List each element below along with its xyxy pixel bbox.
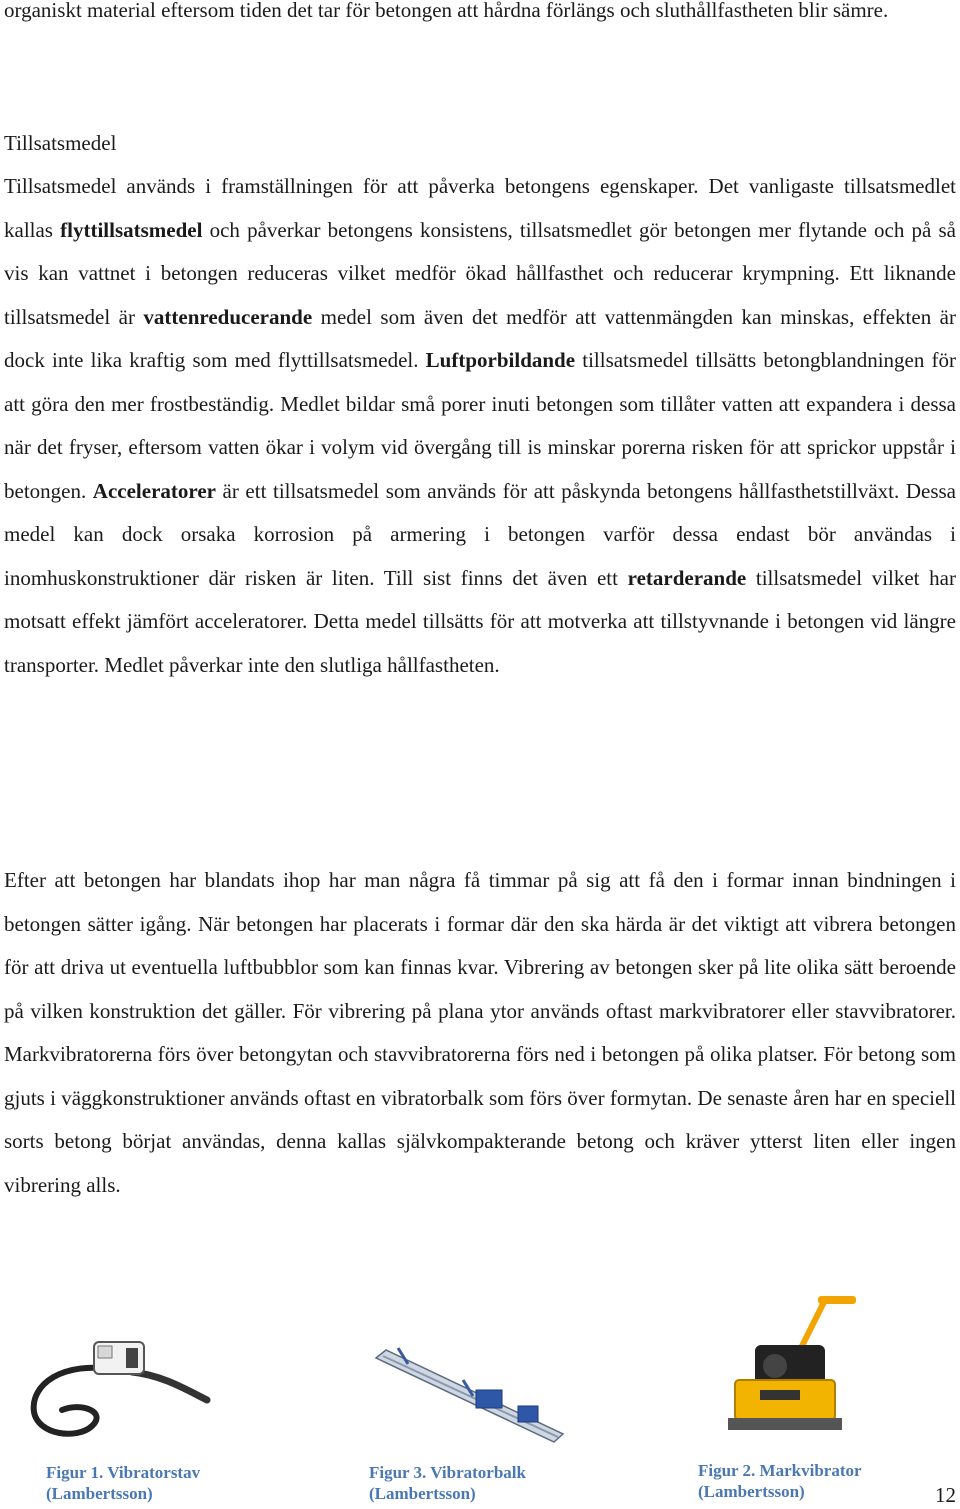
additives-text-4: tillsatsmedel tillsätts betongblandningen för att göra den mer frostbeständig. Medlet bildar små porer inuti betongen som tillåter vatten att expandera i dessa när det fryser, eftersom vatten ökar i volym vid övergång till is minskar porerna risken för att sprickor uppstår i betongen.	[4, 348, 957, 503]
page-number: 12	[935, 1483, 956, 1507]
section-heading: Tillsatsmedel	[4, 131, 117, 155]
vibratorbalk-image	[368, 1330, 568, 1450]
additives-text-2: och påverkar betongens konsistens, tillsatsmedlet gör betongen mer flytande och på så vis kan vattnet i betongen reduceras vilket medför ökad hållfasthet och reducerar krympning. Ett liknande tillsatsmedel är	[4, 217, 956, 329]
vibratorstav-image	[22, 1330, 212, 1450]
figure-2-title: Figur 2. Markvibrator	[698, 1461, 862, 1480]
additives-text-1: Tillsatsmedel används i framställningen för att påverka betongens egenskaper. Det vanligaste tillsatsmedlet kallas	[4, 174, 956, 242]
term-acceleratorer: Acceleratorer	[92, 478, 216, 503]
figure-1-title: Figur 1. Vibratorstav	[46, 1463, 201, 1482]
figure-2-source: (Lambertsson)	[698, 1482, 805, 1501]
term-flyttillsatsmedel: flyttillsatsmedel	[60, 217, 203, 242]
figure-2-caption	[698, 1460, 862, 1502]
additives-text-3: medel som även det medför att vattenmängden kan minskas, effekten är dock inte lika kraftig som med flyttillsatsmedel.	[4, 304, 956, 372]
additives-text-6: tillsatsmedel vilket har motsatt effekt jämfört acceleratorer. Detta medel tillsätts för att motverka att tillstyvnande i betongen vid längre transporter. Medlet påverkar inte den slutliga hållfastheten.	[4, 565, 956, 677]
term-luftporbildande: Luftporbildande	[425, 348, 576, 372]
term-vattenreducerande: vattenreducerande	[143, 304, 313, 329]
markvibrator-image	[700, 1290, 870, 1445]
figure-1-source: (Lambertsson)	[46, 1484, 153, 1503]
vibration-paragraph: Efter att betongen har blandats ihop har man några få timmar på sig att få den i formar innan bindningen i betongen sätter igång. När betongen har placerats i formar där den ska härda är det viktigt att vibrera betongen för att driva ut eventuella luftbubblor som kan finnas kvar. Vibrering av betongen sker på lite olika sätt beroende på vilken konstruktion det gäller. För vibrering på plana ytor används oftast markvibratorer eller stavvibratorer. Markvibratorerna förs över betongytan och stavvibratorerna förs ned i betongen på olika platser. För betong som gjuts i väggkonstruktioner används oftast en vibratorbalk som förs över formytan. De senaste åren har en speciell sorts betong börjat användas, denna kallas självkompakterande betong och kräver ytterst liten eller ingen vibrering alls.	[4, 868, 956, 1197]
figure-1-caption	[46, 1462, 200, 1504]
figure-3-title: Figur 3. Vibratorbalk	[369, 1463, 526, 1482]
figure-3-caption	[369, 1462, 526, 1504]
figure-3-source: (Lambertsson)	[369, 1484, 476, 1503]
intro-paragraph: organiskt material eftersom tiden det tar för betongen att hårdna förlängs och sluthållfastheten blir sämre.	[4, 0, 889, 22]
term-retarderande: retarderande	[627, 565, 747, 590]
additives-paragraph	[4, 165, 956, 687]
additives-text-5: är ett tillsatsmedel som används för att påskynda betongens hållfasthetstillväxt. Dessa medel kan dock orsaka korrosion på armering i betongen varför dessa endast bör användas i inomhuskonstruktioner där risken är liten. Till sist finns det även ett	[4, 478, 956, 590]
